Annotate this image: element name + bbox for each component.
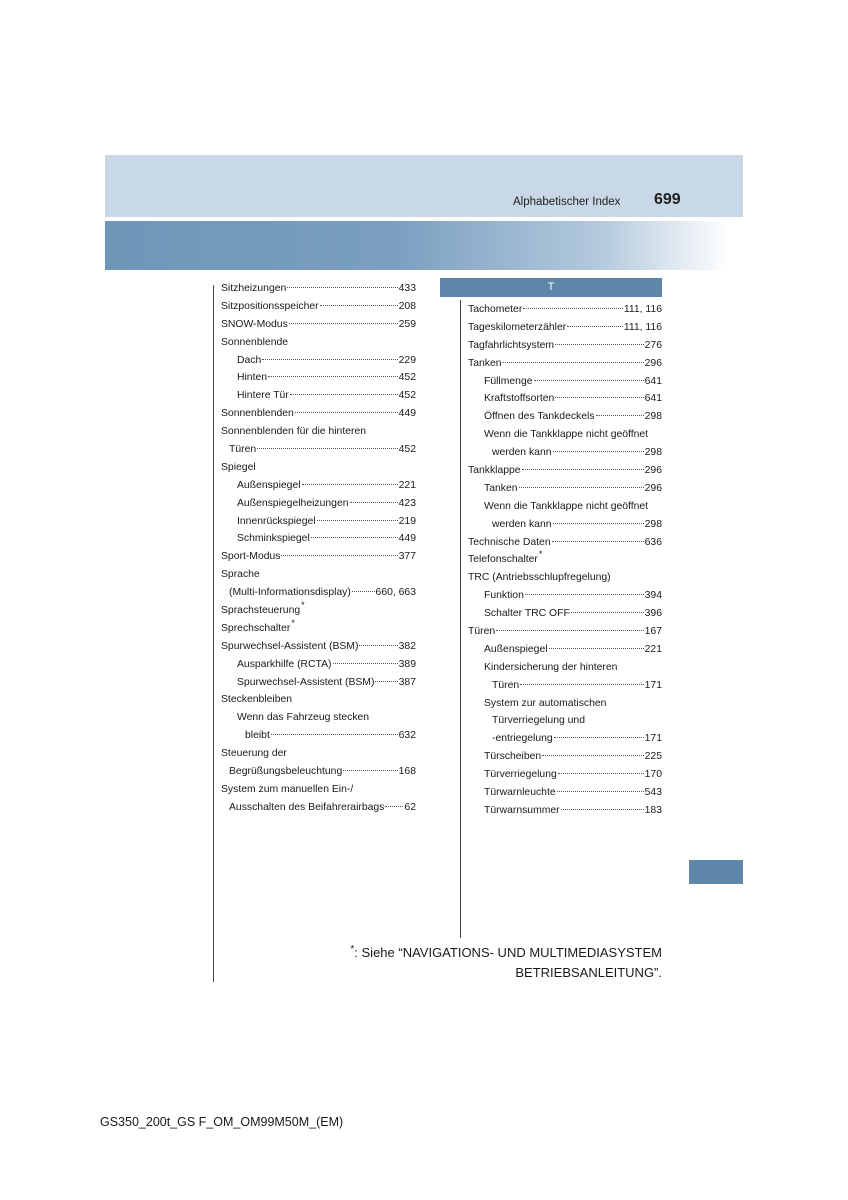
index-entry[interactable]	[468, 641, 662, 659]
index-entry-page[interactable]: 219	[398, 515, 416, 527]
index-entry[interactable]	[468, 516, 662, 534]
index-entry[interactable]	[468, 712, 662, 730]
index-entry-page[interactable]: 452	[398, 444, 416, 456]
index-entry[interactable]	[468, 498, 662, 516]
dot-leader	[375, 681, 397, 682]
index-entry-label: Türverriegelung	[484, 769, 557, 781]
index-entry-page[interactable]: 543	[644, 787, 662, 799]
index-entry[interactable]	[468, 390, 662, 408]
index-entry-label: Tachometer	[468, 304, 523, 315]
dot-leader	[317, 520, 398, 521]
dot-leader	[567, 326, 623, 327]
index-entry[interactable]	[468, 802, 662, 820]
index-entry-page[interactable]: 298	[644, 518, 662, 530]
index-entry-label: Türen	[492, 679, 520, 691]
dot-leader	[558, 773, 644, 774]
index-entry-page[interactable]: 396	[644, 608, 662, 620]
index-entry-label: Sonnenblende	[221, 336, 289, 348]
index-entry-page[interactable]: 229	[398, 354, 416, 366]
dot-leader	[553, 523, 644, 524]
dot-leader	[519, 487, 644, 488]
index-entry-label: Dach	[237, 354, 262, 366]
index-entry-page[interactable]: 382	[398, 640, 416, 652]
index-entry-page[interactable]: 641	[644, 375, 662, 387]
dot-leader	[295, 412, 398, 413]
index-entry-label: Steuerung der	[221, 748, 287, 760]
index-entry-label: Schalter TRC OFF	[484, 608, 570, 620]
index-entry-label: Hintere Tür	[237, 390, 289, 402]
index-entry-page[interactable]: 171	[644, 733, 662, 745]
index-entry-label: Technische Daten	[468, 536, 551, 548]
index-entry[interactable]	[468, 605, 662, 623]
index-entry-page[interactable]: 298	[644, 411, 662, 423]
index-entry-page[interactable]: 111, 116	[623, 321, 662, 333]
index-entry[interactable]	[221, 763, 416, 781]
index-entry[interactable]	[221, 334, 416, 352]
dot-leader	[359, 645, 397, 646]
index-entry-page[interactable]: 389	[398, 658, 416, 670]
index-entry-label: werden kann	[492, 447, 552, 459]
index-entry-label: (Multi-Informationsdisplay)	[229, 587, 351, 599]
dot-leader	[281, 555, 397, 556]
index-entry[interactable]	[468, 462, 662, 480]
header-bar	[105, 155, 743, 217]
index-entry[interactable]	[468, 534, 662, 552]
index-entry[interactable]	[468, 569, 662, 587]
dot-leader	[262, 359, 397, 360]
index-entry[interactable]	[468, 426, 662, 444]
dot-leader	[522, 469, 644, 470]
index-entry-page[interactable]: 632	[398, 730, 416, 742]
dot-leader	[496, 630, 644, 631]
index-entry-page[interactable]: 62	[404, 801, 416, 813]
index-entry[interactable]	[221, 745, 416, 763]
index-entry-label: Außenspiegel	[237, 479, 301, 491]
dot-leader	[289, 323, 398, 324]
index-entry-label: Spurwechsel-Assistent (BSM)	[221, 640, 359, 652]
dot-leader	[520, 684, 644, 685]
index-entry-label: bleibt	[245, 730, 270, 742]
index-entry-label: Türverriegelung und	[492, 715, 585, 727]
chapter-tab[interactable]	[689, 860, 743, 884]
letter-header-t: T	[440, 278, 662, 297]
footnote-star: *	[350, 944, 355, 955]
index-entry-label: Wenn die Tankklappe nicht geöffnet	[484, 429, 649, 441]
index-entry-label: Ausparkhilfe (RCTA)	[237, 658, 332, 670]
dot-leader	[350, 502, 398, 503]
index-entry[interactable]	[221, 584, 416, 602]
footnote-marker: *	[538, 549, 543, 560]
index-entry[interactable]	[221, 459, 416, 477]
index-entry[interactable]	[468, 730, 662, 748]
index-entry[interactable]	[468, 444, 662, 462]
index-entry-label: System zum manuellen Ein-/	[221, 783, 354, 795]
index-entry-page[interactable]: 452	[398, 390, 416, 402]
dot-leader	[596, 415, 644, 416]
index-entry[interactable]	[468, 355, 662, 373]
footnote-marker: *	[301, 600, 305, 611]
index-entry-label: Innenrückspiegel	[237, 515, 316, 527]
index-entry[interactable]	[468, 623, 662, 641]
index-entry-label: Tagfahrlichtsystem	[468, 339, 555, 351]
index-entry-label: SNOW-Modus	[221, 318, 288, 330]
index-entry-page[interactable]: 449	[398, 408, 416, 420]
index-entry[interactable]	[221, 513, 416, 531]
dot-leader	[290, 394, 398, 395]
index-entry-label: Hinten	[237, 372, 268, 384]
index-entry[interactable]	[221, 691, 416, 709]
dot-leader	[311, 537, 398, 538]
index-entry[interactable]	[468, 373, 662, 391]
index-entry[interactable]	[221, 423, 416, 441]
index-entry[interactable]	[221, 316, 416, 334]
dot-leader	[257, 448, 398, 449]
index-entry[interactable]	[468, 659, 662, 677]
index-entry-label: werden kann	[492, 518, 552, 530]
index-entry[interactable]	[468, 748, 662, 766]
index-entry-label: Sprachsteuerung	[221, 605, 301, 617]
index-entry[interactable]	[221, 727, 416, 745]
index-entry[interactable]	[468, 319, 662, 337]
index-entry-label: Tageskilometerzähler	[468, 321, 567, 333]
dot-leader	[552, 541, 644, 542]
index-entry-page[interactable]: 183	[644, 804, 662, 816]
footnote-line-1: : Siehe “NAVIGATIONS- UND MULTIMEDIASYSTEM	[354, 945, 662, 960]
index-entry-label: Türwarnsummer	[484, 804, 560, 816]
index-column-right	[468, 301, 662, 820]
index-entry-page[interactable]: 167	[644, 626, 662, 638]
index-entry[interactable]	[221, 441, 416, 459]
index-entry-label: Wenn das Fahrzeug stecken	[237, 712, 370, 724]
dot-leader	[271, 734, 398, 735]
index-entry-label: Tankklappe	[468, 465, 521, 477]
index-entry-page[interactable]: 452	[398, 372, 416, 384]
index-entry-label: Funktion	[484, 590, 524, 602]
index-entry-page[interactable]: 423	[398, 497, 416, 509]
index-entry-label: Spiegel	[221, 461, 256, 473]
dot-leader	[534, 380, 644, 381]
index-entry-label: Füllmenge	[484, 375, 533, 387]
index-entry-page[interactable]: 449	[398, 533, 416, 545]
index-entry[interactable]	[468, 766, 662, 784]
dot-leader	[554, 737, 644, 738]
dot-leader	[302, 484, 398, 485]
index-entry-page[interactable]: 221	[644, 643, 662, 655]
index-entry-page[interactable]: 225	[644, 751, 662, 763]
dot-leader	[561, 809, 644, 810]
dot-leader	[503, 362, 644, 363]
index-entry[interactable]	[221, 495, 416, 513]
index-entry[interactable]	[221, 280, 416, 298]
index-entry-page[interactable]: 296	[644, 465, 662, 477]
index-entry-label: Kindersicherung der hinteren	[484, 661, 618, 673]
index-entry[interactable]	[221, 477, 416, 495]
index-entry-page[interactable]: 296	[644, 482, 662, 494]
dot-leader	[333, 663, 398, 664]
index-entry-page[interactable]: 641	[644, 393, 662, 405]
section-title: Alphabetischer Index	[513, 196, 621, 208]
index-entry-label: -entriegelung	[492, 733, 553, 745]
index-entry[interactable]	[221, 387, 416, 405]
index-entry-label: Sonnenblenden	[221, 408, 294, 420]
dot-leader	[268, 376, 398, 377]
index-entry-label: Türen	[229, 444, 257, 456]
dot-leader	[549, 648, 644, 649]
index-entry-label: Steckenbleiben	[221, 694, 293, 706]
index-entry-page[interactable]: 387	[398, 676, 416, 688]
dot-leader	[287, 287, 397, 288]
dot-leader	[571, 612, 644, 613]
right-column-rule	[460, 300, 461, 938]
index-entry-label: Kraftstoffsorten	[484, 393, 555, 405]
index-entry-label: Öffnen des Tankdeckels	[484, 411, 595, 423]
index-entry-label: Sitzheizungen	[221, 283, 287, 294]
dot-leader	[523, 308, 623, 309]
index-entry-label: TRC (Antriebsschlupfregelung)	[468, 572, 611, 584]
index-entry-page[interactable]: 433	[398, 283, 416, 294]
index-entry[interactable]	[221, 369, 416, 387]
footnote-line-2: BETRIEBSANLEITUNG”.	[515, 965, 662, 980]
footnote	[350, 944, 662, 982]
dot-leader	[320, 305, 398, 306]
index-column-left	[221, 280, 416, 817]
index-entry[interactable]	[468, 301, 662, 319]
index-entry-label: Spurwechsel-Assistent (BSM)	[237, 676, 375, 688]
index-entry-page[interactable]: 276	[644, 339, 662, 351]
index-entry-page[interactable]: 168	[398, 766, 416, 778]
dot-leader	[525, 594, 644, 595]
index-entry-label: Schminkspiegel	[237, 533, 310, 545]
index-entry-label: Ausschalten des Beifahrerairbags	[229, 801, 385, 813]
index-entry[interactable]	[468, 677, 662, 695]
index-entry-label: Wenn die Tankklappe nicht geöffnet	[484, 500, 649, 512]
index-entry[interactable]	[221, 548, 416, 566]
index-entry-label: Begrüßungsbeleuchtung	[229, 766, 343, 778]
index-entry[interactable]	[221, 674, 416, 692]
index-entry-label: Tanken	[468, 357, 502, 369]
index-entry[interactable]	[468, 337, 662, 355]
dot-leader	[352, 591, 375, 592]
index-entry[interactable]	[221, 617, 416, 638]
index-entry[interactable]	[468, 784, 662, 802]
index-entry-label: Türwarnleuchte	[484, 787, 556, 799]
index-entry-label: Sitzpositionsspeicher	[221, 300, 319, 312]
index-entry-label: Sprache	[221, 569, 260, 581]
index-entry[interactable]	[221, 298, 416, 316]
index-entry-page[interactable]: 298	[644, 447, 662, 459]
index-entry-page[interactable]: 208	[398, 300, 416, 312]
index-entry[interactable]	[468, 480, 662, 498]
index-entry-page[interactable]: 170	[644, 769, 662, 781]
index-entry[interactable]	[221, 781, 416, 799]
index-entry-label: Außenspiegel	[484, 643, 548, 655]
index-entry-page[interactable]: 171	[644, 679, 662, 691]
header-gradient-band	[105, 221, 743, 270]
index-entry[interactable]	[221, 530, 416, 548]
index-entry-page[interactable]: 259	[398, 318, 416, 330]
index-entry[interactable]	[468, 551, 662, 569]
index-entry[interactable]	[468, 587, 662, 605]
index-entry[interactable]	[221, 799, 416, 817]
index-entry-label: Türen	[468, 626, 496, 638]
index-entry-page[interactable]: 636	[644, 536, 662, 548]
dot-leader	[385, 806, 403, 807]
index-entry-page[interactable]: 221	[398, 479, 416, 491]
index-entry-page[interactable]: 111, 116	[623, 304, 662, 315]
index-entry-label: Türscheiben	[484, 751, 542, 763]
index-entry[interactable]	[221, 638, 416, 656]
document-code: GS350_200t_GS F_OM_OM99M50M_(EM)	[100, 1115, 344, 1129]
footnote-marker: *	[291, 617, 295, 628]
index-entry[interactable]	[221, 352, 416, 370]
dot-leader	[557, 791, 644, 792]
index-entry-label: Sport-Modus	[221, 551, 281, 563]
dot-leader	[553, 451, 644, 452]
index-entry[interactable]	[468, 408, 662, 426]
dot-leader	[343, 770, 397, 771]
index-entry-label: Außenspiegelheizungen	[237, 497, 349, 509]
index-entry[interactable]	[221, 405, 416, 423]
index-entry-page[interactable]: 660, 663	[375, 587, 416, 599]
index-entry[interactable]	[221, 566, 416, 584]
index-entry[interactable]	[468, 695, 662, 713]
dot-leader	[542, 755, 643, 756]
index-entry-label: Tanken	[484, 482, 518, 494]
index-entry[interactable]	[221, 709, 416, 727]
index-entry-label: Sonnenblenden für die hinteren	[221, 426, 367, 438]
index-entry-label: Sprechschalter	[221, 622, 291, 634]
dot-leader	[555, 344, 644, 345]
index-entry-page[interactable]: 394	[644, 590, 662, 602]
index-entry-label: Telefonschalter	[468, 554, 538, 566]
index-entry[interactable]	[221, 656, 416, 674]
left-column-rule	[213, 285, 214, 982]
dot-leader	[555, 397, 643, 398]
index-entry[interactable]	[221, 602, 416, 620]
page-number: 699	[654, 191, 681, 208]
index-entry-label: System zur automatischen	[484, 697, 607, 709]
index-entry-page[interactable]: 296	[644, 357, 662, 369]
index-entry-page[interactable]: 377	[398, 551, 416, 563]
